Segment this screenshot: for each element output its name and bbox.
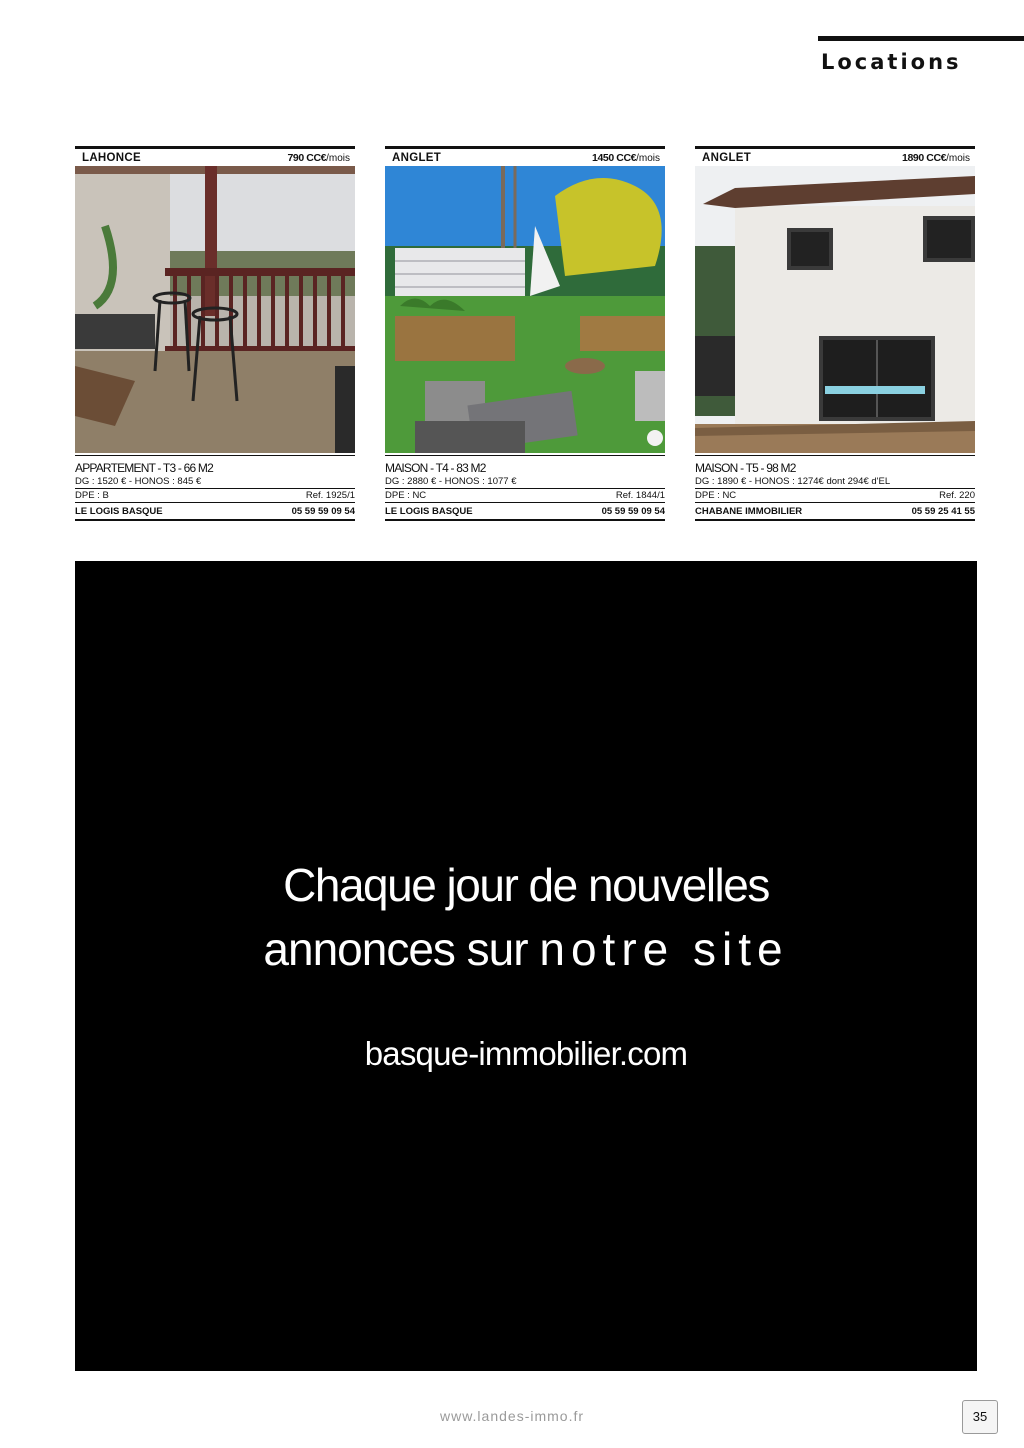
listing-fees: DG : 2880 € - HONOS : 1077 € [385, 476, 517, 487]
listing-card[interactable] [385, 146, 665, 521]
listing-card[interactable] [695, 146, 975, 521]
listing-header [695, 146, 975, 166]
listing-city: LAHONCE [82, 151, 141, 164]
promo-subheadline: annonces sur notre site [263, 923, 789, 975]
listing-type: MAISON - T4 - 83 M2 [385, 461, 486, 475]
page-number: 35 [962, 1400, 998, 1434]
divider [385, 455, 665, 456]
listing-dpe-row [75, 488, 355, 502]
listing-card[interactable] [75, 146, 355, 521]
balcony-photo[interactable] [75, 166, 355, 453]
listing-price: 1450 CC€/mois [592, 151, 660, 164]
promo-banner[interactable] [75, 561, 977, 1371]
listing-city: ANGLET [392, 151, 442, 164]
listing-dpe: DPE : B [75, 490, 109, 501]
listing-price: 1890 CC€/mois [902, 151, 970, 164]
listing-ref: Ref. 220 [939, 490, 975, 501]
promo-headline: Chaque jour de nouvelles [283, 859, 769, 911]
listing-agency-row [385, 502, 665, 521]
listing-fees: DG : 1520 € - HONOS : 845 € [75, 476, 202, 487]
listing-agency: LE LOGIS BASQUE [75, 506, 163, 517]
listing-city: ANGLET [702, 151, 752, 164]
divider [75, 455, 355, 456]
listing-agency-row [75, 502, 355, 521]
footer-website-link[interactable]: www.landes-immo.fr [439, 1408, 585, 1424]
house-photo[interactable] [695, 166, 975, 453]
garden-photo[interactable] [385, 166, 665, 453]
section-title: Locations [821, 50, 962, 74]
listing-ref: Ref. 1925/1 [305, 490, 355, 501]
listing-agency-row [695, 502, 975, 521]
listing-agency: CHABANE IMMOBILIER [695, 506, 803, 517]
listing-type: MAISON - T5 - 98 M2 [695, 461, 796, 475]
listing-header [75, 146, 355, 166]
listing-fees: DG : 1890 € - HONOS : 1274€ dont 294€ d'EL [695, 476, 891, 487]
listing-header [385, 146, 665, 166]
listing-agency: LE LOGIS BASQUE [385, 506, 473, 517]
section-header-rule [818, 36, 1024, 41]
listing-dpe-row [385, 488, 665, 502]
listing-type: APPARTEMENT - T3 - 66 M2 [75, 461, 213, 475]
listing-ref: Ref. 1844/1 [615, 490, 665, 501]
divider [695, 455, 975, 456]
listing-dpe: DPE : NC [695, 490, 737, 501]
listing-phone[interactable]: 05 59 59 09 54 [291, 506, 355, 517]
listing-price: 790 CC€/mois [287, 151, 350, 164]
listing-phone[interactable]: 05 59 25 41 55 [911, 506, 975, 517]
listing-dpe: DPE : NC [385, 490, 427, 501]
listing-phone[interactable]: 05 59 59 09 54 [601, 506, 665, 517]
listing-dpe-row [695, 488, 975, 502]
promo-website-link[interactable]: basque-immobilier.com [364, 1035, 688, 1072]
